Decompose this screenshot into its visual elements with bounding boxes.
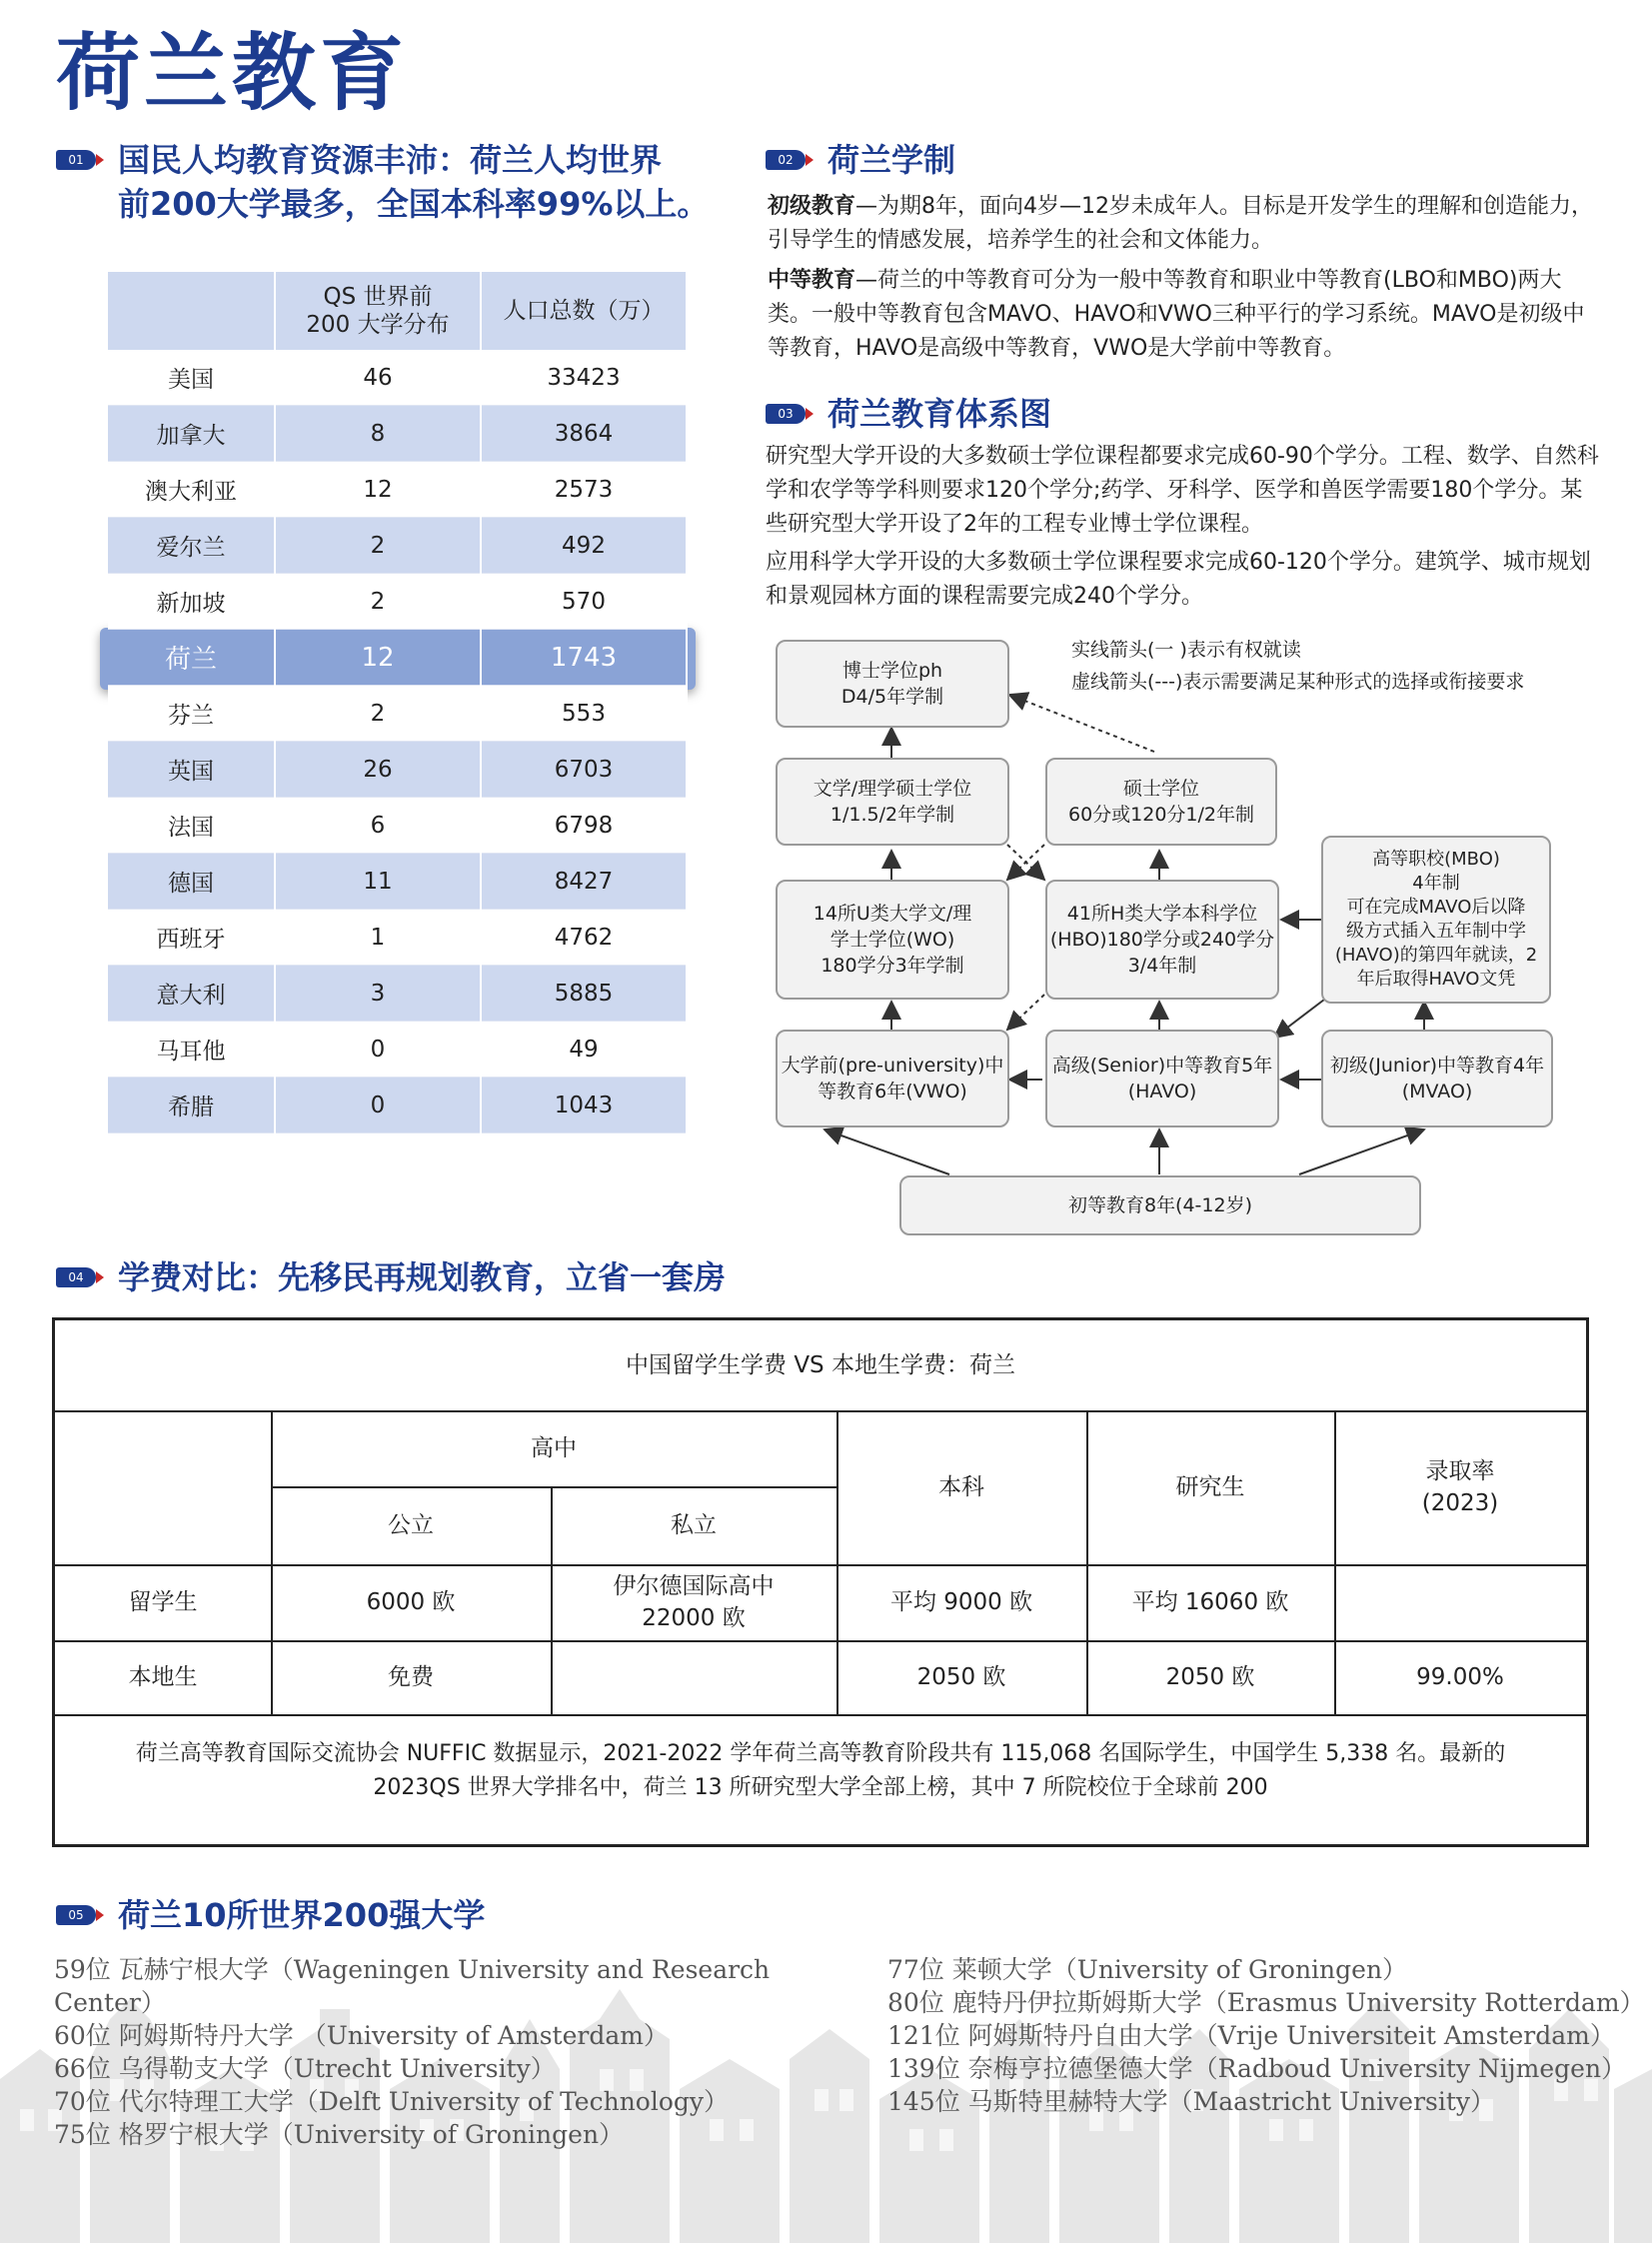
page-title: 荷兰教育 <box>56 24 409 122</box>
diagram-box-mavo: 初级(Junior)中等教育4年 (MVAO) <box>1321 1030 1553 1127</box>
population-cell: 492 <box>481 518 687 574</box>
population-cell: 8427 <box>481 854 687 910</box>
section-badge: 02 <box>766 150 806 170</box>
population-cell: 1743 <box>481 630 687 686</box>
arrow-primary-vwo <box>825 1129 949 1174</box>
qs-count-cell: 2 <box>275 686 481 742</box>
tuition-comparison-table <box>52 1317 1589 1847</box>
population-cell: 49 <box>481 1022 687 1078</box>
intl-public-fee: 6000 欧 <box>366 1589 456 1615</box>
population-cell: 3864 <box>481 406 687 462</box>
country-cell: 澳大利亚 <box>108 462 275 518</box>
section-05-title: 荷兰10所世界200强大学 <box>118 1896 486 1934</box>
secondary-education-paragraph: 中等教育—荷兰的中等教育可分为一般中等教育和职业中等教育(LBO和MBO)两大类。一般中等教育包含MAVO、HAVO和VWO三种平行的学习系统。MAVO是初级中等教育，HAVO是高级中等教育，VWO是大学前中等教育。 <box>768 268 1585 361</box>
section-badge: 03 <box>766 404 806 424</box>
list-item: 139位 奈梅亨拉德堡德大学（Radboud University Nijmegen） <box>887 2054 1627 2083</box>
intl-graduate-fee: 平均 16060 欧 <box>1131 1589 1289 1615</box>
fee-table-title: 中国留学生学费 VS 本地生学费：荷兰 <box>626 1352 1015 1378</box>
diagram-box-master-wo: 文学/理学硕士学位 1/1.5/2年学制 <box>776 758 1009 846</box>
intl-bachelor-fee: 平均 9000 欧 <box>889 1589 1033 1615</box>
section-badge: 05 <box>56 1905 96 1925</box>
population-cell: 553 <box>481 686 687 742</box>
row-label-intl: 留学生 <box>128 1589 198 1615</box>
diagram-box-primary: 初等教育8年(4-12岁) <box>899 1175 1421 1235</box>
section-01-title: 国民人均教育资源丰沛：荷兰人均世界 前200大学最多，全国本科率99%以上。 <box>118 141 710 223</box>
population-cell: 570 <box>481 574 687 630</box>
population-cell: 33423 <box>481 350 687 406</box>
section-badge: 04 <box>56 1267 96 1287</box>
section-03-title: 荷兰教育体系图 <box>827 395 1052 433</box>
population-cell: 5885 <box>481 966 687 1022</box>
qs-count-cell: 1 <box>275 910 481 966</box>
table-header: 人口总数（万） <box>481 272 687 350</box>
list-item: 66位 乌得勒支大学（Utrecht University） <box>54 2054 556 2083</box>
qs-count-cell: 6 <box>275 798 481 854</box>
country-cell: 法国 <box>108 798 275 854</box>
col-bachelor: 本科 <box>938 1474 984 1500</box>
section-05-header <box>56 1893 485 1937</box>
list-item: 59位 瓦赫宁根大学（Wageningen University and Research Center） <box>54 1955 771 2017</box>
qs-count-cell: 46 <box>275 350 481 406</box>
list-item: 145位 马斯特里赫特大学（Maastricht University） <box>887 2087 1496 2116</box>
research-university-paragraph: 研究型大学开设的大多数硕士学位课程都要求完成60-90个学分。工程、数学、自然科学和农学等学科则要求120个学分;药学、牙科学、医学和兽医学需要180个学分。某些研究型大学开设了2年的工程专业博士学位课程。 <box>766 444 1599 537</box>
country-cell: 荷兰 <box>108 630 275 686</box>
qs-count-cell: 2 <box>275 518 481 574</box>
applied-university-paragraph: 应用科学大学开设的大多数硕士学位课程要求完成60-120个学分。建筑学、城市规划和景观园林方面的课程需要完成240个学分。 <box>766 550 1591 609</box>
local-rate: 99.00% <box>1416 1664 1504 1690</box>
section-02-title: 荷兰学制 <box>827 141 956 179</box>
col-highschool: 高中 <box>531 1435 577 1461</box>
local-public-fee: 免费 <box>388 1664 434 1690</box>
primary-education-paragraph: 初级教育—为期8年，面向4岁—12岁未成年人。目标是开发学生的理解和创造能力，引导学生的情感发展，培养学生的社会和文体能力。 <box>768 194 1594 253</box>
population-cell: 6798 <box>481 798 687 854</box>
qs-count-cell: 11 <box>275 854 481 910</box>
qs-count-cell: 12 <box>275 630 481 686</box>
population-cell: 6703 <box>481 742 687 798</box>
diagram-box-hbo: 41所H类大学本科学位 (HBO)180学分或240学分 3/4年制 <box>1045 880 1279 1000</box>
diagram-box-mbo: 高等职校(MBO) 4年制 可在完成MAVO后以降 级方式插入五年制中学 (HAVO)的第四年就读，2 年后取得HAVO文凭 <box>1321 836 1551 1004</box>
col-private: 私立 <box>671 1512 717 1538</box>
country-cell: 加拿大 <box>108 406 275 462</box>
population-cell: 1043 <box>481 1078 687 1133</box>
arrow-mbo-havo <box>1274 1000 1324 1038</box>
list-item: 60位 阿姆斯特丹大学 （University of Amsterdam） <box>54 2021 669 2050</box>
diagram-box-phd: 博士学位ph D4/5年学制 <box>776 640 1009 728</box>
section-04-title: 学费对比：先移民再规划教育，立省一套房 <box>118 1258 727 1296</box>
intl-rate <box>1334 1564 1586 1640</box>
qs-count-cell: 3 <box>275 966 481 1022</box>
dashed-ma-hbo-phd <box>1009 695 1154 752</box>
country-cell: 芬兰 <box>108 686 275 742</box>
diagram-box-vwo: 大学前(pre-university)中 等教育6年(VWO) <box>776 1030 1009 1127</box>
country-cell: 希腊 <box>108 1078 275 1133</box>
qs-count-cell: 8 <box>275 406 481 462</box>
qs-count-cell: 12 <box>275 462 481 518</box>
arrow-primary-mavo <box>1299 1129 1424 1174</box>
university-list-right <box>887 1953 1647 2118</box>
local-private-fee <box>551 1640 836 1714</box>
col-public: 公立 <box>388 1512 434 1538</box>
list-item: 75位 格罗宁根大学（University of Groningen） <box>54 2120 625 2149</box>
list-item: 121位 阿姆斯特丹自由大学（Vrije Universiteit Amsterdam） <box>887 2021 1615 2050</box>
local-graduate-fee: 2050 欧 <box>1165 1664 1255 1690</box>
qs-count-cell: 0 <box>275 1022 481 1078</box>
fee-table-note: 荷兰高等教育国际交流协会 NUFFIC 数据显示，2021-2022 学年荷兰高等教育阶段共有 115,068 名国际学生，中国学生 5,338 名。最新的 2023QS 世界大学排名中，荷兰 13 所研究型大学全部上榜，其中 7 所院校位于全球前 200 <box>135 1741 1506 1800</box>
university-list-left <box>54 1953 853 2151</box>
local-bachelor-fee: 2050 欧 <box>916 1664 1006 1690</box>
col-admission-rate: 录取率 (2023) <box>1421 1458 1499 1516</box>
table-header: QS 世界前 200 大学分布 <box>275 272 481 350</box>
diagram-box-havo: 高级(Senior)中等教育5年 (HAVO) <box>1045 1030 1279 1127</box>
country-cell: 爱尔兰 <box>108 518 275 574</box>
country-cell: 意大利 <box>108 966 275 1022</box>
qs-count-cell: 2 <box>275 574 481 630</box>
qs-count-cell: 0 <box>275 1078 481 1133</box>
intl-private-fee: 伊尔德国际高中 22000 欧 <box>613 1573 775 1631</box>
country-cell: 英国 <box>108 742 275 798</box>
country-cell: 马耳他 <box>108 1022 275 1078</box>
section-badge: 01 <box>56 150 96 170</box>
diagram-box-wo: 14所U类大学文/理 学士学位(WO) 180学分3年学制 <box>776 880 1009 1000</box>
list-item: 80位 鹿特丹伊拉斯姆斯大学（Erasmus University Rotterdam） <box>887 1988 1645 2017</box>
country-cell: 新加坡 <box>108 574 275 630</box>
country-cell: 德国 <box>108 854 275 910</box>
list-item: 70位 代尔特理工大学（Delft University of Technology） <box>54 2087 730 2116</box>
population-cell: 2573 <box>481 462 687 518</box>
diagram-box-master-hbo: 硕士学位 60分或120分1/2年制 <box>1045 758 1277 846</box>
col-graduate: 研究生 <box>1175 1474 1245 1500</box>
list-item: 77位 莱顿大学（University of Groningen） <box>887 1955 1408 1984</box>
row-label-local: 本地生 <box>128 1664 198 1690</box>
population-cell: 4762 <box>481 910 687 966</box>
country-cell: 西班牙 <box>108 910 275 966</box>
qs-count-cell: 26 <box>275 742 481 798</box>
country-cell: 美国 <box>108 350 275 406</box>
diagram-legend: 实线箭头(一 )表示有权就读 虚线箭头(---)表示需要满足某种形式的选择或衔接要求 <box>1071 639 1525 693</box>
dashed-hbo-vwo <box>1007 995 1044 1030</box>
section-04-header <box>56 1255 726 1299</box>
